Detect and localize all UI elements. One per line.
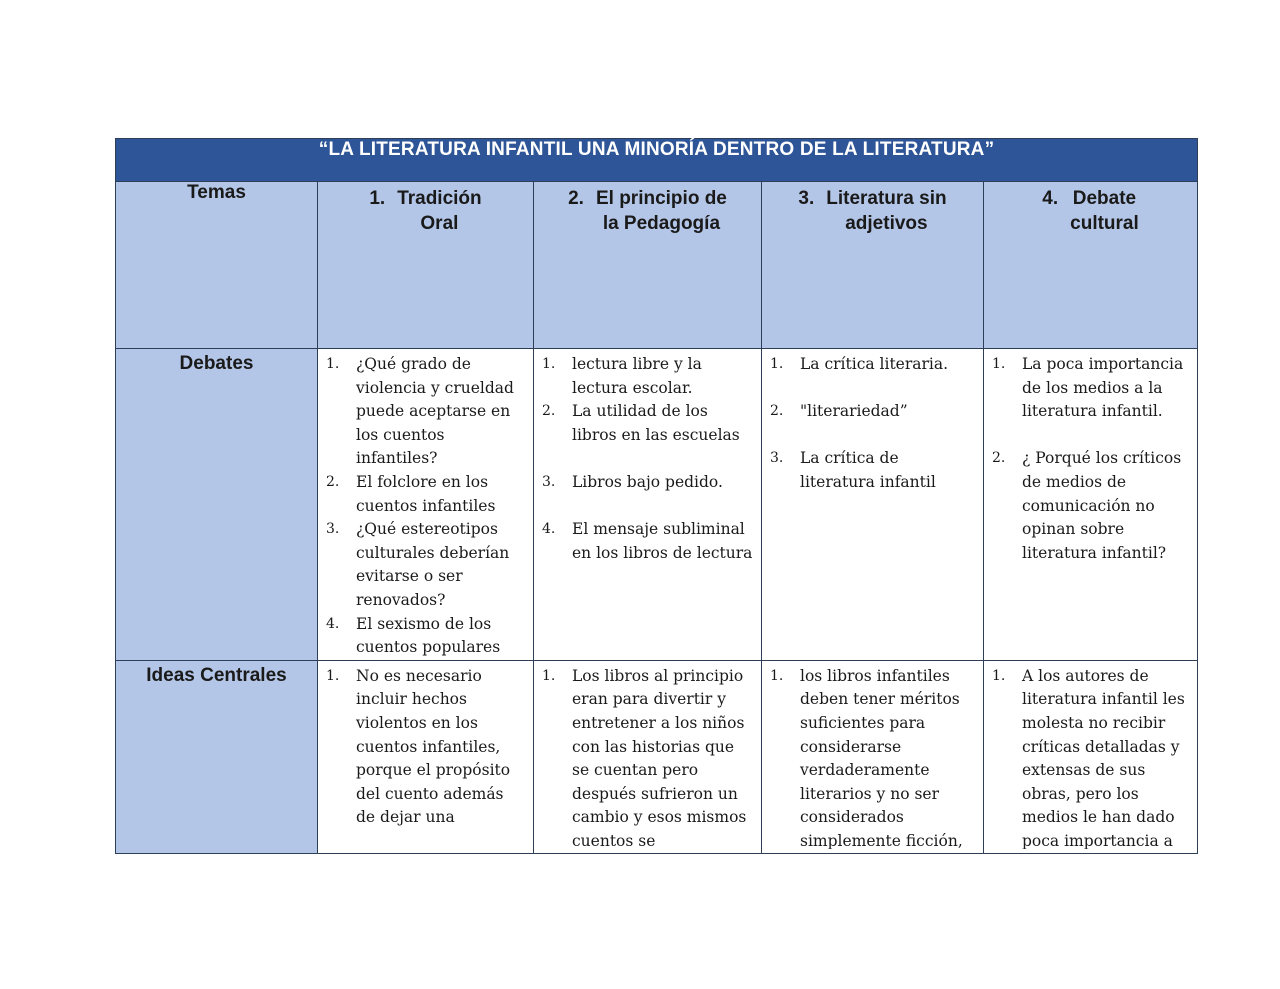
topic-line: Oral bbox=[420, 213, 459, 234]
debates-cell-4 bbox=[984, 349, 1198, 661]
item-text: A los autores de literatura infantil les molesta no recibir críticas detalladas y extensas de sus obras, pero los medios le han dado poca importancia a bbox=[1022, 666, 1185, 849]
list-item bbox=[542, 353, 755, 400]
title-row bbox=[116, 139, 1198, 182]
item-number: 2. bbox=[770, 403, 784, 420]
item-text: La crítica de literatura infantil bbox=[800, 449, 936, 491]
list-item bbox=[992, 353, 1191, 424]
topic-header-4 bbox=[984, 182, 1198, 349]
item-text: ¿ Porqué los críticos de medios de comunicación no opinan sobre literatura infantil? bbox=[1022, 449, 1182, 562]
item-number: 1. bbox=[770, 667, 784, 684]
item-number: 1. bbox=[770, 356, 784, 372]
item-number: 1. bbox=[326, 356, 340, 372]
ideas-cell-4 bbox=[984, 660, 1198, 853]
topic-number: 3. bbox=[798, 188, 815, 209]
debates-cell-2 bbox=[534, 349, 762, 661]
debates-list bbox=[984, 349, 1197, 565]
item-text: ¿Qué estereotipos culturales deberían evitarse o ser renovados? bbox=[356, 520, 510, 609]
debates-cell-3 bbox=[762, 349, 984, 661]
item-number: 3. bbox=[770, 450, 784, 467]
item-number: 2. bbox=[326, 473, 340, 490]
topic-line: adjetivos bbox=[845, 213, 928, 234]
topic-line: Literatura sin bbox=[826, 188, 947, 209]
topic-number: 4. bbox=[1042, 188, 1059, 209]
item-text: El folclore en los cuentos infantiles bbox=[356, 472, 496, 515]
list-item bbox=[326, 518, 527, 612]
ideas-cell-1 bbox=[318, 660, 534, 853]
document-title: “LA LITERATURA INFANTIL UNA MINORÍA DENTRO DE LA LITERATURA” bbox=[116, 139, 1198, 182]
item-number: 2. bbox=[542, 403, 556, 420]
list-item bbox=[992, 447, 1191, 565]
item-number: 4. bbox=[326, 615, 340, 632]
item-number: 1. bbox=[992, 356, 1006, 372]
list-item bbox=[326, 613, 527, 660]
item-text: ¿Qué grado de violencia y crueldad puede aceptarse en los cuentos infantiles? bbox=[356, 355, 514, 468]
list-item bbox=[542, 518, 755, 565]
list-item bbox=[326, 471, 527, 518]
item-text: La utilidad de los libros en las escuelas bbox=[572, 402, 740, 444]
list-item bbox=[770, 400, 977, 424]
debates-list bbox=[318, 349, 533, 660]
list-item bbox=[326, 665, 527, 830]
ideas-list bbox=[318, 661, 533, 830]
item-text: lectura libre y la lectura escolar. bbox=[572, 355, 702, 397]
ideas-list bbox=[762, 661, 983, 849]
list-item bbox=[326, 353, 527, 471]
item-number: 2. bbox=[992, 450, 1006, 467]
item-text: los libros infantiles deben tener méritos suficientes para considerarse verdaderamente literarios y no ser considerados simplemente ficción, bbox=[800, 666, 963, 849]
topic-number: 1. bbox=[369, 188, 386, 209]
ideas-label: Ideas Centrales bbox=[116, 660, 318, 853]
item-number: 3. bbox=[542, 473, 556, 490]
topic-line: cultural bbox=[1070, 213, 1139, 234]
debates-list bbox=[534, 349, 761, 565]
debates-row bbox=[116, 349, 1198, 661]
item-text: El mensaje subliminal en los libros de lectura bbox=[572, 520, 753, 562]
topic-line: Tradición bbox=[397, 188, 482, 209]
item-number: 4. bbox=[542, 521, 556, 538]
topic-number: 2. bbox=[568, 188, 584, 209]
list-item bbox=[770, 447, 977, 494]
item-text: El sexismo de los cuentos populares bbox=[356, 614, 501, 657]
topic-header-1 bbox=[318, 182, 534, 349]
item-text: La poca importancia de los medios a la literatura infantil. bbox=[1022, 355, 1184, 421]
header-row bbox=[116, 182, 1198, 349]
summary-table bbox=[115, 138, 1198, 854]
list-item bbox=[770, 665, 977, 849]
debates-list bbox=[762, 349, 983, 495]
topic-line: la Pedagogía bbox=[602, 213, 721, 234]
item-text: Los libros al principio eran para divertir y entretener a los niños con las historias que se cuentan pero después sufrieron un cambio y esos mismos cuentos se bbox=[572, 666, 747, 849]
debates-label: Debates bbox=[116, 349, 318, 661]
ideas-row bbox=[116, 660, 1198, 853]
topic-line: Debate bbox=[1072, 188, 1137, 209]
topic-header-3 bbox=[762, 182, 984, 349]
ideas-cell-2 bbox=[534, 660, 762, 853]
item-number: 1. bbox=[326, 667, 340, 684]
debates-cell-1 bbox=[318, 349, 534, 661]
list-item bbox=[542, 665, 755, 849]
item-number: 1. bbox=[542, 356, 556, 372]
item-text: La crítica literaria. bbox=[800, 355, 949, 373]
list-item bbox=[542, 471, 755, 495]
item-text: "literariedad” bbox=[800, 402, 908, 421]
item-text: No es necesario incluir hechos violentos en los cuentos infantiles, porque el propósito del cuento además de dejar una bbox=[356, 666, 511, 827]
item-number: 3. bbox=[326, 521, 340, 538]
item-number: 1. bbox=[992, 667, 1006, 684]
list-item bbox=[770, 353, 977, 377]
temas-header: Temas bbox=[116, 182, 318, 349]
ideas-cell-3 bbox=[762, 660, 984, 853]
ideas-list bbox=[534, 661, 761, 849]
ideas-list bbox=[984, 661, 1197, 849]
item-number: 1. bbox=[542, 667, 556, 684]
list-item bbox=[542, 400, 755, 447]
topic-header-2 bbox=[534, 182, 762, 349]
topic-line: El principio de bbox=[595, 188, 727, 209]
list-item bbox=[992, 665, 1191, 849]
item-text: Libros bajo pedido. bbox=[572, 472, 723, 491]
